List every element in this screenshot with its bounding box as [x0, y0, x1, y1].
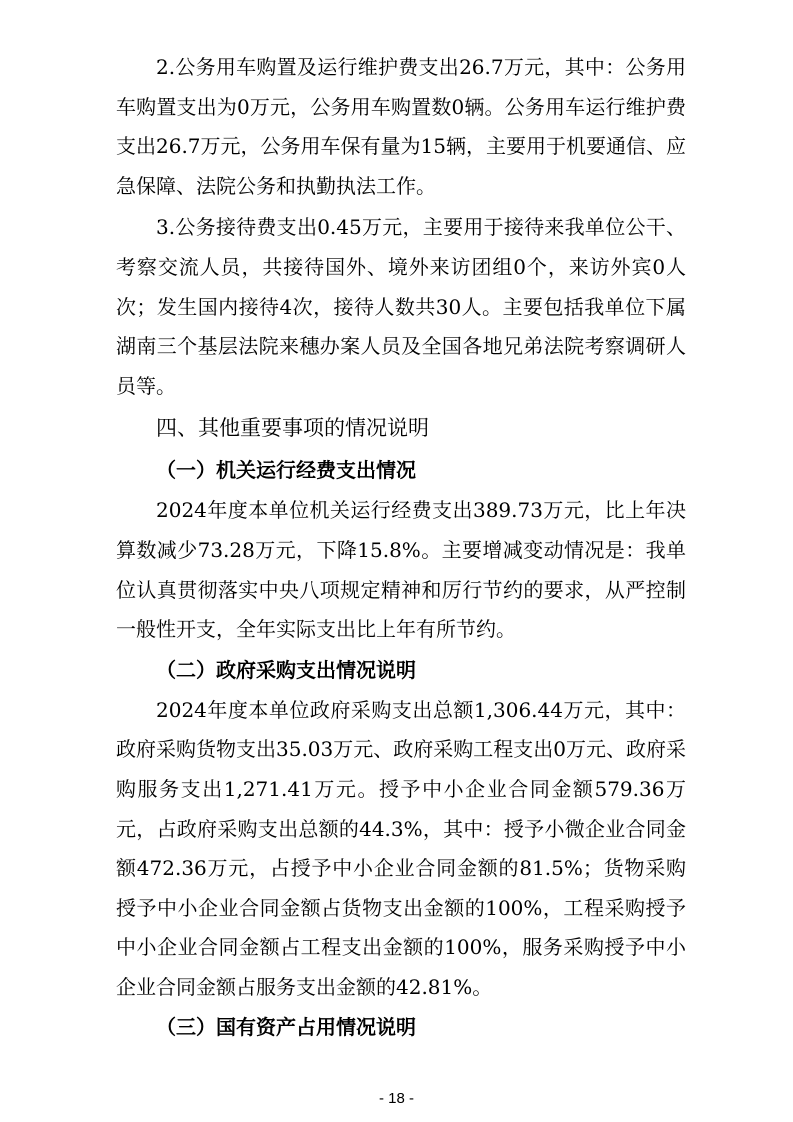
subsection-heading-operating-expenses: （一）机关运行经费支出情况 — [156, 458, 416, 483]
paragraph-vehicle-expenses: 2.公务用车购置及运行维护费支出26.7万元，其中：公务用车购置支出为0万元，公务用车购置数0辆。公务用车运行维护费支出26.7万元，公务用车保有量为15辆，主要用于机要通信、应急保障、法院公务和执勤执法工作。 — [116, 55, 686, 198]
page-number: - 18 - — [378, 1090, 414, 1107]
paragraph-procurement: 2024年度本单位政府采购支出总额1,306.44万元，其中：政府采购货物支出35.03万元、政府采购工程支出0万元、政府采购服务支出1,271.41万元。授予中小企业合同金额579.36万元，占政府采购支出总额的44.3%，其中：授予小微企业合同金额472.36万元，占授予中小企业合同金额的81.5%；货物采购授予中小企业合同金额占货物支出金额的100%，工程采购授予中小企业合同金额占工程支出金额的100%，服务采购授予中小企业合同金额占服务支出金额的42.81%。 — [116, 697, 686, 999]
subsection-heading-state-assets: （三）国有资产占用情况说明 — [156, 1015, 416, 1040]
paragraph-reception-expenses: 3.公务接待费支出0.45万元，主要用于接待来我单位公干、考察交流人员，共接待国外、境外来访团组0个，来访外宾0人次；发生国内接待4次，接待人数共30人。主要包括我单位下属湖南三个基层法院来穗办案人员及全国各地兄弟法院考察调研人员等。 — [116, 215, 686, 398]
subsection-heading-procurement: （二）政府采购支出情况说明 — [156, 657, 416, 682]
document-page — [116, 48, 686, 1048]
section-heading-other-matters: 四、其他重要事项的情况说明 — [156, 416, 429, 441]
paragraph-operating-expenses: 2024年度本单位机关运行经费支出389.73万元，比上年决算数减少73.28万元，下降15.8%。主要增减变动情况是：我单位认真贯彻落实中央八项规定精神和厉行节约的要求，从严控制一般性开支，全年实际支出比上年有所节约。 — [116, 498, 686, 642]
